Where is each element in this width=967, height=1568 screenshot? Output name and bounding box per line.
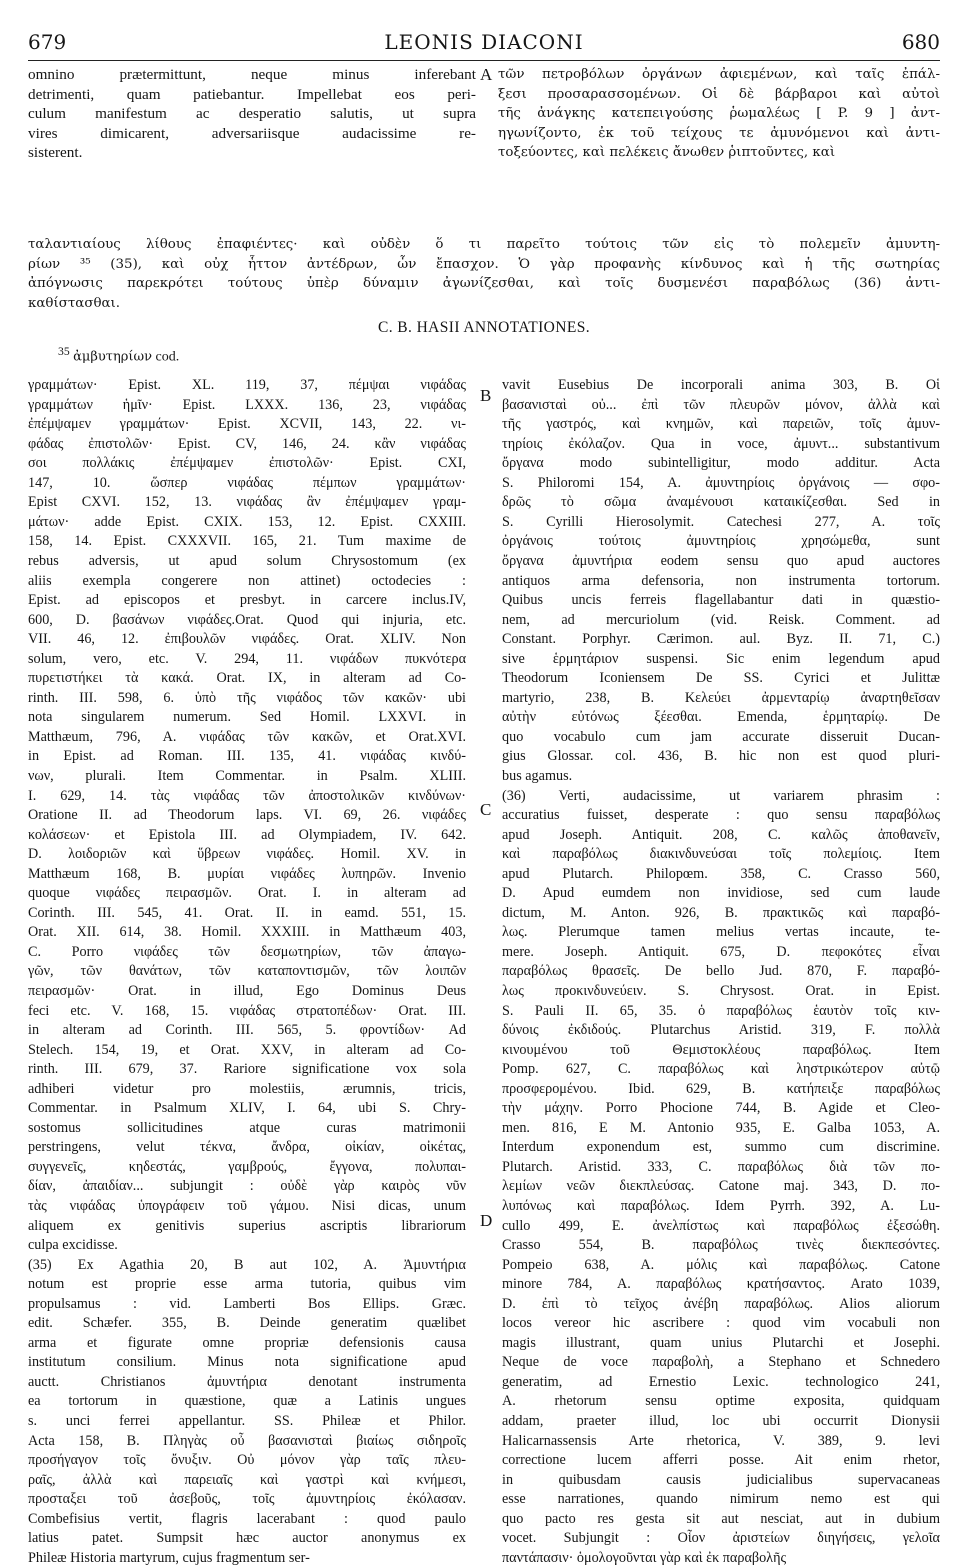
text-line: latius patet. Sumpsit hæc auctor anonymus ex xyxy=(28,1530,466,1547)
running-header xyxy=(28,30,940,58)
text-line: Neque de voce παραβολὴ, a Stephano et Schnedero xyxy=(502,1354,940,1371)
text-line: λυπόνως καὶ παραβόλως. Idem Pyrrh. 392, A. Lu- xyxy=(502,1198,940,1214)
text-line: apud Joseph. Antiquit. 208, C. καλῶς ἀποθανεῖν, xyxy=(502,826,940,843)
text-line: mere. Joseph. Antiquit. 675, D. πεφοκότες εἶναι xyxy=(502,943,940,960)
text-line: Orat. XII. 614, 38. Homil. XXXIII. in Matthæum 403, xyxy=(28,924,466,941)
text-line: C. Porro νιφάδες τῶν δεσμωτηρίων, τῶν ἀπαγω- xyxy=(28,943,466,960)
text-line: τῆς γαστρός, καὶ κνημῶν, καὶ παρειῶν, τοῖς ἀμυν- xyxy=(502,416,940,433)
text-line: esse narrationes, quando nimirum nemo est qui xyxy=(502,1491,940,1508)
text-line: Epist CXVI. 152, 13. νιφάδας ἂν ἐπέμψαμεν γραμ- xyxy=(28,494,466,511)
text-line: 147, 10. ὥσπερ νιφάδας πέμπων γραμμάτων· xyxy=(28,474,466,491)
text-line: Pomp. 627, C. παραβόλως καὶ ληστρικώτερον αὐτῷ xyxy=(502,1061,940,1078)
footnote-rest: cod. xyxy=(152,350,180,366)
page xyxy=(28,30,940,1566)
page-number-left: 679 xyxy=(28,30,67,54)
text-line: προσταξει τοῦ ἀσεβοῦς, τοῖς ἀμυντηρίοις ἐκόλασαν. xyxy=(28,1491,466,1508)
text-line: S. Pauli II. 65, 35. ὁ παραβόλως ἑαυτὸν τοῖς κιν- xyxy=(502,1002,940,1019)
text-line: πυρετιστήκει τὰ κακά. Orat. IX, in alteram ad Co- xyxy=(28,670,466,687)
text-line: προσήγαγον τοῖς ὄνυξιν. Οὐ μόνον γὰρ ταῖς πλευ- xyxy=(28,1452,466,1469)
text-line: Acta 158, B. Πληγὰς οὖ βασανισταὶ βιαίως σιδηροῖς xyxy=(28,1432,466,1449)
text-line: in quibusdam causis judicialibus supervacaneas xyxy=(502,1471,940,1488)
margin-letter-c: C xyxy=(480,800,492,820)
text-line: institutum consilium. Minus nota significatione apud xyxy=(28,1354,466,1371)
text-line: vires dimicarent, adversariisque audacissime re- xyxy=(28,124,476,142)
text-line: Commentar. in Psalmum XLIV, I. 64, ubi S. Chry- xyxy=(28,1100,466,1117)
text-line: S. Philoromi 154, A. ἀμυντηρίοις ὀργάνοις — σφο- xyxy=(502,474,940,491)
text-line: τὴν μάχην. Porro Phocione 744, B. Agide et Cleo- xyxy=(502,1100,940,1117)
text-line: τῆς ἀνάγκης κατεπειγούσης ῥωμαλέως [ P. 9 ] ἀντ- xyxy=(498,106,940,122)
text-line: Corinth. III. 545, 41. Orat. II. in eamd. 551, 15. xyxy=(28,904,466,921)
text-line: addam, praeter illud, loc ubi occurrit Dionysii xyxy=(502,1413,940,1430)
text-line: I. 629, 14. τὰς νιφάδας τῶν ἀποστολικῶν κινδύνων· xyxy=(28,787,466,804)
text-line: δύνοις ἐκδιδούς. Plutarchus Aristid. 319, F. πολλὰ xyxy=(502,1022,940,1039)
text-line: Theodorum Iconiensem De SS. Cyrici et Julittæ xyxy=(502,670,940,687)
text-line: γραμμάτων· Epist. XL. 119, 37, πέμψαι νιφάδας xyxy=(28,377,466,394)
text-line: rinth. III. 598, 6. ὑπὸ τῆς νιφάδος τῶν κακῶν· ubi xyxy=(28,689,466,706)
text-line: ἀπόγνωσις παρεκρότει τούτους ὑπὲρ δύναμιν ἀγωνίζεσθαι, καὶ τοῖς δυσμενέσι παραβόλως (36) ἀντι- xyxy=(28,276,940,292)
text-line: Crasso 554, B. παραβόλως τινὲς διεκπεσόντες. xyxy=(502,1237,940,1254)
annotations-title: C. B. HASII ANNOTATIONES. xyxy=(378,319,590,337)
text-line: συγγενεῖς, κηδεστάς, γαμβρούς, ἔγγονα, πολυπαι- xyxy=(28,1158,466,1175)
text-line: VII. 46, 12. ἐπιβουλῶν νιφάδες. Orat. XLIV. Non xyxy=(28,631,466,648)
text-line: sive ἑρμητάριον suspensi. Sic enim legendum apud xyxy=(502,650,940,667)
text-line: Epist. ad episcopos et presbyt. in carcere inclus.IV, xyxy=(28,592,466,609)
text-line: S. Cyrilli Hierosolymit. Catechesi 277, A. τοῖς xyxy=(502,513,940,530)
text-line: μάτων· adde Epist. CXIX. 153, 12. Epist. CXXIII. xyxy=(28,513,466,530)
greek-column xyxy=(498,65,940,163)
text-line: λως. Plerumque tamen melius vertas incaute, te- xyxy=(502,924,940,941)
text-line: martyrio, 238, B. Κελεύει ἀρμενταρίῳ ἀναρτηθεῖσαν xyxy=(502,689,940,706)
text-line: γῶν, τῶν θανάτων, τῶν καταποντισμῶν, τῶν λοιπῶν xyxy=(28,963,466,980)
greek-continuation xyxy=(28,235,940,313)
text-line: sisterent. xyxy=(28,144,83,162)
text-line: Constant. Porphyr. Cærimon. aul. Byz. II. 71, C.) xyxy=(502,631,940,648)
text-line: quo pacto res gesta sit aut nesciat, aut in dubium xyxy=(502,1510,940,1527)
text-line: καθίστασθαι. xyxy=(28,295,121,311)
annotations-columns xyxy=(28,376,940,1566)
text-line: ὄργανα modo subintelligitur, modo additur. Acta xyxy=(502,455,940,472)
text-line: προσφερομένου. Ibid. 629, B. κατήπειξε παραβόλως xyxy=(502,1080,940,1097)
text-line: ἐπέμψαμεν γραμμάτων· Epist. XCVII, 143, 22. νι- xyxy=(28,416,466,433)
page-number-right: 680 xyxy=(901,30,940,54)
annotations-right-column xyxy=(502,376,940,1568)
text-line: notum est proprie esse arma tutoria, quibus vim xyxy=(28,1276,466,1293)
text-line: A. rhetorum sensu optime exposita, quidquam xyxy=(502,1393,940,1410)
text-line: D. λοιδοριῶν καὶ ὕβρεων νιφάδες. Homil. XV. in xyxy=(28,846,466,863)
text-line: ταλαντιαίους λίθους ἐπαφιέντες· καὶ οὐδὲν ὅ τι παρεῖτο τούτοις τῶν εἰς τὸ πολεμεῖν ἀμυντη- xyxy=(28,237,940,252)
text-line: quo vocabulo cum jam accurate disseruit Ducan- xyxy=(502,728,940,745)
margin-letter-a: A xyxy=(480,65,493,84)
text-line: (36) Verti, audacissime, ut variarem phrasim : xyxy=(502,787,940,804)
text-line: auctt. Christianos ἀμυντήρια denotant instrumenta xyxy=(28,1373,466,1390)
text-line: ραῖς, ἀλλὰ καὶ παρειαῖς καὶ γαστρὶ καὶ κνήμεσι, xyxy=(28,1471,466,1488)
footnote-greek: ἀμβυτηρίων xyxy=(73,350,153,366)
text-line: γραμμάτων ἡμῖν· Epist. LXXX. 136, 23, νιφάδας xyxy=(28,396,466,413)
text-line: καὶ παραβόλως διακινδυνεύσαι τοῖς πολεμίοις. Item xyxy=(502,846,940,863)
text-line: propulsamus : vid. Lamberti Bos Ellips. Græc. xyxy=(28,1295,466,1312)
text-line: dictum, M. Anton. 926, B. πρακτικῶς καὶ παραβό- xyxy=(502,904,940,921)
text-line: Combefisius vertit, flagris lacerabant : quod paulo xyxy=(28,1510,466,1527)
text-line: φάδας ἐπιστολῶν· Epist. CV, 146, 24. κἂν νιφάδας xyxy=(28,435,466,452)
text-line: vocet. Subjungit : Οἷον ἀριστείων διηγήσεις, γελοῖα xyxy=(502,1530,940,1547)
text-line: men. 816, E M. Antonio 935, E. Galba 1053, A. xyxy=(502,1119,940,1136)
text-line: λεμίων νεῶν διεκπλεύσας. Catone maj. 343, D. πο- xyxy=(502,1178,940,1195)
text-line: Halicarnassensis Arte rhetorica, V. 389, 9. levi xyxy=(502,1432,940,1449)
text-line: ὀργάνοις τούτοις ἀμυντηρίοις χρησώμεθα, sunt xyxy=(502,533,940,550)
text-line: antiquos arma defensoria, non instrumenta tortorum. xyxy=(502,572,940,589)
text-line: in Epist. ad Roman. III. 135, 41. νιφάδας κινδύ- xyxy=(28,748,466,765)
text-line: quoque νιφάδες πειρασμῶν. Orat. I. in alteram ad xyxy=(28,885,466,902)
footnote-number: 35 xyxy=(58,345,70,359)
text-line: 600, D. βασάνων νιφάδες.Orat. Quod qui injuria, etc. xyxy=(28,611,466,628)
text-line: Matthæum, 796, A. νιφάδας τῶν κακῶν, et Orat.XVI. xyxy=(28,728,466,745)
footnote xyxy=(58,345,940,366)
text-line: Oratione II. ad Theodorum laps. VI. 69, 26. νιφάδες xyxy=(28,807,466,824)
header-rule xyxy=(28,60,940,61)
text-line: feci etc. V. 168, 15. νιφάδας στρατοπέδων· Orat. III. xyxy=(28,1002,466,1019)
margin-letter-b: B xyxy=(480,386,492,406)
text-line: aliquem ex genitivis superius ascriptis librariorum xyxy=(28,1217,466,1234)
text-line: αὐτὴν εὐτόνως ξέεσθαι. Emenda, ἑρμηταρίῳ. De xyxy=(502,709,940,726)
text-line: λως προκινδυνεύειν. S. Chrysost. Orat. in Epist. xyxy=(502,982,940,999)
text-line: παραβόλως θρασεῖς. De bello Jud. 870, F. παραβό- xyxy=(502,963,940,980)
text-line: solum, vero, etc. V. 294, 11. νιφάδων πυκνότερα xyxy=(28,650,466,667)
text-line: νων, plurali. Item Commentar. in Psalm. XLIII. xyxy=(28,767,466,784)
text-line: τοξεύοντες, καὶ πελέκεις ἄνωθεν ῥιπτοῦντες, καὶ xyxy=(498,145,836,161)
text-line: 158, 14. Epist. CXXXVII. 165, 21. Tum maxime de xyxy=(28,533,466,550)
text-line: nem, ad mercuriolum (vid. Reisk. Comment. ad xyxy=(502,611,940,628)
text-line: D. Apud eumdem non invidiose, sed cum laude xyxy=(502,885,940,902)
text-line: s. unci ferrei appellantur. SS. Phileæ et Philor. xyxy=(28,1413,466,1430)
text-line: βασανισταὶ οὐ... ἐπὶ τῶν πλευρῶν μόνον, ἀλλὰ καὶ xyxy=(502,396,940,413)
text-columns xyxy=(28,65,940,235)
text-line: rinth. III. 679, 37. Rariore significatione vox sola xyxy=(28,1061,466,1078)
text-line: Stelech. 154, 19, et Orat. XXV, in alteram ad Co- xyxy=(28,1041,466,1058)
text-line: Matthæum 168, B. μυρίαι νιφάδες λυπηρῶν. Invenio xyxy=(28,865,466,882)
text-line: κινουμένου τοῦ Θεμιστοκλέους παραβόλως. Item xyxy=(502,1041,940,1058)
text-line: ὄργανα ἀμυντήρια eodem sensu quo apud auctores xyxy=(502,552,940,569)
text-line: Pompeio 638, A. μόλις καὶ παραβόλως. Catone xyxy=(502,1256,940,1273)
text-line: Interdum exponendum est, summo cum discrimine. xyxy=(502,1139,940,1156)
text-line: ea tortorum in quæstione, quæ a Latinis ungues xyxy=(28,1393,466,1410)
text-line: arma et figurate omne propriæ defensionis causa xyxy=(28,1334,466,1351)
text-line: nota singularem numerum. Sed Homil. LXXVI. in xyxy=(28,709,466,726)
text-line: παντάπασιν· ὁμολογοῦνται γὰρ καὶ ἐκ παραβολῆς xyxy=(502,1549,787,1566)
text-line: accuratius fuisset, desperate : quo sensu παραβόλως xyxy=(502,807,940,824)
text-line: cullo 499, E. ἀνελπίστως καὶ παραβόλως ἐξεσώθη. xyxy=(502,1217,940,1234)
text-line: D. ἐπὶ τὸ τεῖχος ἀνέβη παραβόλως. Alios aliorum xyxy=(502,1295,940,1312)
text-line: perstringens, velut τέκνα, ἄνδρα, οἰκίαν, οἰκέτας, xyxy=(28,1139,466,1156)
text-line: generatim, ad Ernestio Lexic. technologico 241, xyxy=(502,1373,940,1390)
text-line: ξεσι προσαρασσομένων. Οἱ δὲ βάρβαροι καὶ αὐτοὶ xyxy=(498,86,940,102)
text-line: in alteram ad Corinth. III. 565, 5. φροντίδων· Ad xyxy=(28,1022,466,1039)
text-line: sostomus sollicitudines atque curas matrimonii xyxy=(28,1119,466,1136)
text-line: apud Plutarch. Philopœm. 358, C. Crasso 560, xyxy=(502,865,940,882)
text-line: ηγωνίζοντο, ἐκ τοῦ τείχους τε ἀμυνόμενοι καὶ ἀντι- xyxy=(498,125,940,141)
text-line: δρῶς τὸ σῶμα ἀναμένουσι καταικίζεσθαι. Sed in xyxy=(502,494,940,511)
text-line: σοι πολλάκις ἐπέμψαμεν ἐπιστολῶν· Epist. CXI, xyxy=(28,455,466,472)
text-line: vavit Eusebius De incorporali anima 303, B. Οἱ xyxy=(502,377,940,394)
annotations-left-column xyxy=(28,376,466,1568)
text-line: aliis exempla congerere non attinet) octodecies : xyxy=(28,572,466,589)
text-line: rebus adversis, ut apud solum Chrysostomum (ex xyxy=(28,552,466,569)
text-line: edit. Schæfer. 355, B. Deinde generatim quælibet xyxy=(28,1315,466,1332)
text-line: bus agamus. xyxy=(502,767,573,784)
text-line: Phileæ Historia martyrum, cujus fragmentum ser- xyxy=(28,1549,310,1566)
text-line: τὰς νιφάδας ὑπογράφειν τοῦ γάμου. Nisi dicas, unum xyxy=(28,1198,466,1214)
text-line: τηρίοις ἐκόλαζον. Qua in voce, ἀμυντ... substantivum xyxy=(502,435,940,452)
text-line: gius Glossar. col. 436, B. hic non est quod pluri- xyxy=(502,748,940,765)
text-line: δίαν, ἀπαιδίαν... subjungit : οὐδὲ γὰρ καιρὸς νῦν xyxy=(28,1178,466,1195)
text-line: πειρασμῶν· Orat. in illud, Ego Dominus Deus xyxy=(28,982,466,999)
text-line: correctione lucem afferri posse. Ait enim rhetor, xyxy=(502,1452,940,1469)
text-line: κολάσεων· et Epistola III. ad Olympiadem, IV. 642. xyxy=(28,826,466,843)
text-line: culum manifestum ac desperatio salutis, ut supra xyxy=(28,105,476,123)
text-line: culpa excidisse. xyxy=(28,1237,118,1254)
text-line: Plutarch. Aristid. 333, C. παραβόλως διὰ τῶν πο- xyxy=(502,1158,940,1175)
latin-column xyxy=(28,65,476,163)
text-line: (35) Ex Agathia 20, B aut 102, A. Ἀμυντήρια xyxy=(28,1256,466,1273)
text-line: τῶν πετροβόλων ὀργάνων ἀφιεμένων, καὶ ταῖς ἐπάλ- xyxy=(498,67,940,82)
text-line: magis illustrant, quam unius Plutarchi et Josephi. xyxy=(502,1334,940,1351)
text-line: Quibus uncis ferreis flagellabantur dati in quæstio- xyxy=(502,592,940,609)
text-line: locos vereor hic ascribere : quod vim vocabuli non xyxy=(502,1315,940,1332)
text-line: ρίων ³⁵ (35), καὶ οὐχ ἧττον ἀντέδρων, ὧν ἔπασχον. Ὁ γὰρ προφανὴς κίνδυνος καὶ ἡ τῆς σωτηρίας xyxy=(28,256,940,272)
text-line: omnino prætermittunt, neque minus inferebant xyxy=(28,66,476,83)
running-title: LEONIS DIACONI xyxy=(384,30,584,54)
margin-letter-d: D xyxy=(480,1211,493,1231)
text-line: adhiberi videtur pro molestiis, ærumnis, tricis, xyxy=(28,1080,466,1097)
text-line: detrimenti, quam patiebantur. Impellebat eos peri- xyxy=(28,85,476,103)
text-line: minore 784, A. παραβόλως κρατήσαντος. Arato 1039, xyxy=(502,1276,940,1293)
